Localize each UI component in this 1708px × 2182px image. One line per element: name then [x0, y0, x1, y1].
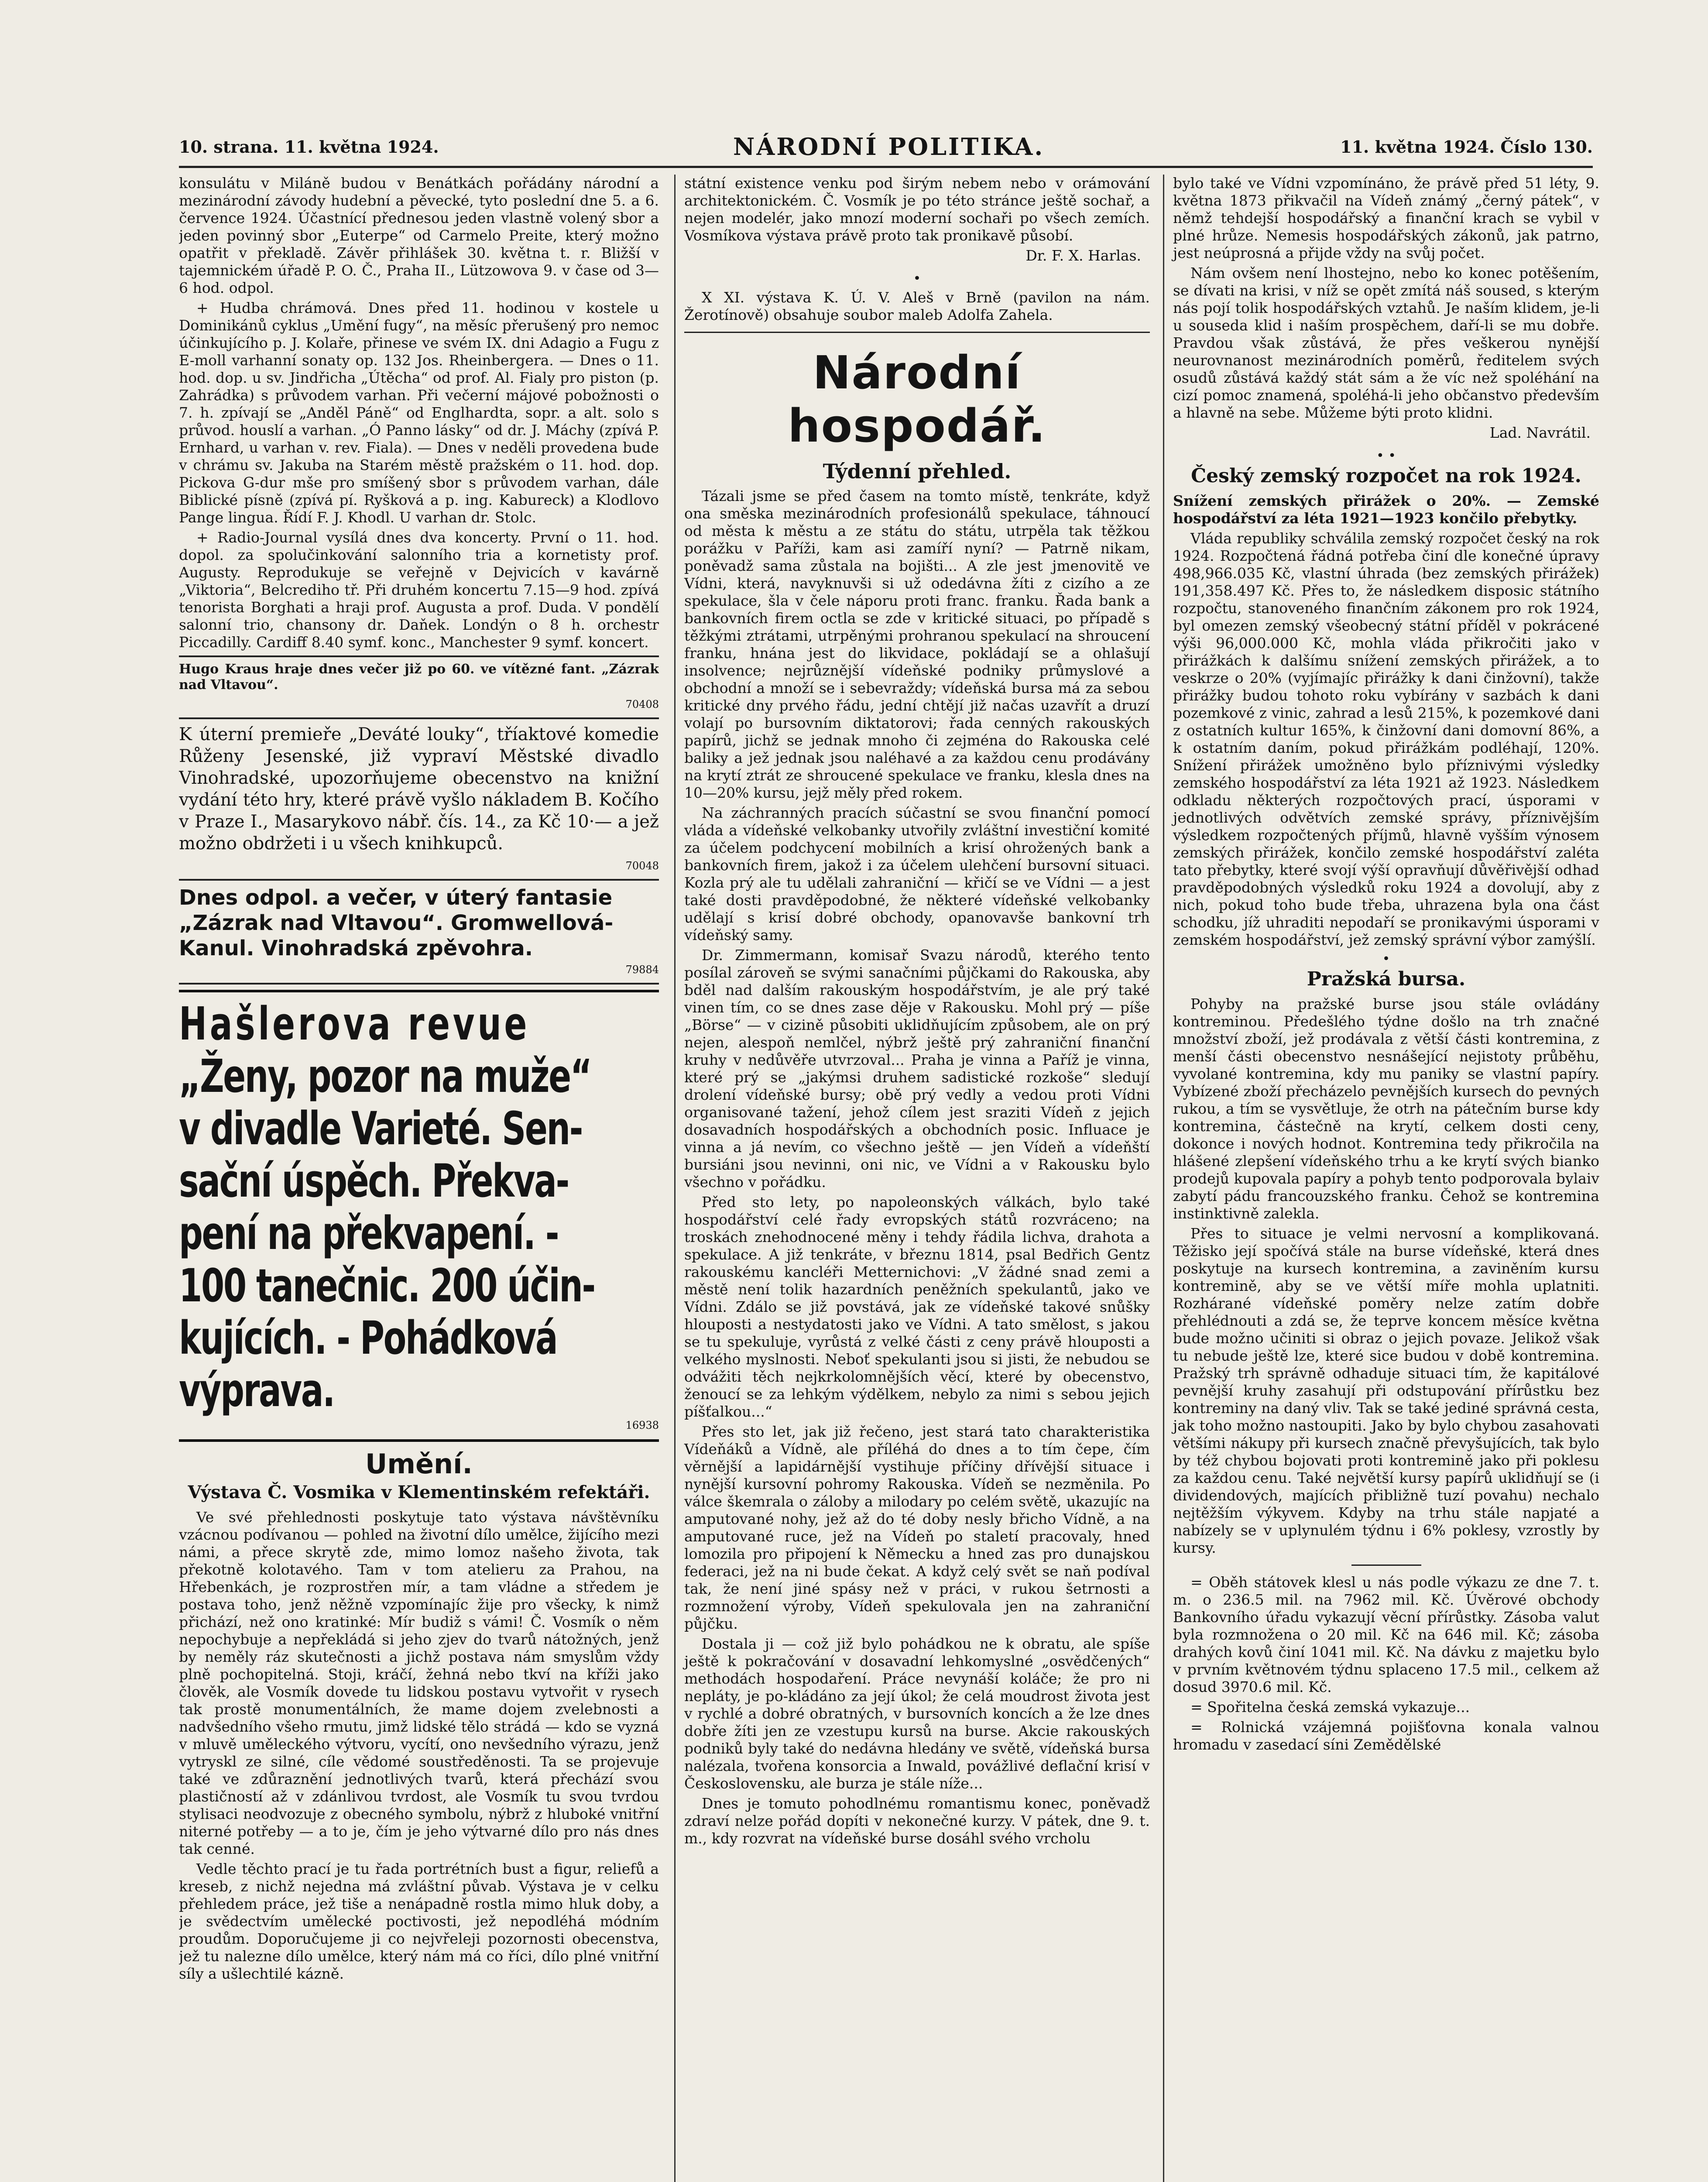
big-ad-line: sační úspěch. Překva-	[179, 1154, 569, 1208]
article-paragraph: Vedle těchto prací je tu řada portrétních bust a figur, reliefů a kreseb, z nichž nejedna má zvláštní půvab. Výstava je v celku přehledem práce, jež tiše a nenápadně rostla mimo hluk doby, a je svědectvím umělecké poctivosti, jež nepodléhá módním proudům. Doporučujeme ji co nejvřeleji pozornosti obecenstva, jež tu nalezne dílo umělce, který nám má co říci, dílo plné vnitřní síly a ušlechtilé kázně.	[179, 1860, 659, 1982]
big-ad-line: 100 tanečnic. 200 účin-	[179, 1259, 595, 1312]
divider	[684, 332, 1150, 333]
article-radio-journal: + Radio-Journal vysílá dnes dva koncerty. První o 11. hod. dopol. za spolučinkování salonního tria a kornetisty prof. Augusty. Reprodukuje se veřejně v Dejvicích v kavárně „Viktoria“, Belcrediho tř. Při druhém koncertu 7.15—9 hod. zpívá tenorista Borghati a hraji prof. Augusta a prof. Duda. V pondělí salonní trio, chansony dr. Daňek. Londýn o 8 h. orchestr Piccadilly. Cardiff 8.40 symf. konc., Manchester 9 symf. koncert.	[179, 529, 659, 651]
article-paragraph: Před sto lety, po napoleonských válkách, bylo také hospodářství celé řady evropských států rozvráceno; na troskách znehodnocené měny i tehdy řádila lichva, drahota a spekulace. A již tenkráte, v březnu 1814, psal Bedřich Gentz rakouskému kancléři Metternichovi: „V žádné snad zemi a městě není tolik hazardních peněžních spekulantů, jako ve Vídni. Zdálo se již povstává, jak ze vídeňské takové snůšky hlouposti a nestydatosti jako ve Vídni. A tato smělost, s jakou se tu spekuluje, vyrůstá z velké části z ceny právě hlouposti a velkého myslnosti. Neboť spekulanti jsou si jisti, že nebudou se odvážiti těch nejkrkolomnějších věcí, které by obecenstvo, ženoucí se za lehkým výdělkem, nebylo za nimi s sebou jejich píšťalkou...“	[684, 1194, 1150, 1420]
notice-devate-louky: K úterní premieře „Deváté louky“, tříaktové komedie Růženy Jesenské, již vypraví Městské divadlo Vinohradské, upozorňujeme obecenstvo na knižní vydání této hry, které právě vyšlo nákladem B. Kočího v Praze I., Masarykovo nábř. čís. 14., za Kč 10·— a jež možno obdržeti i u všech knihkupců.	[179, 724, 659, 854]
header-issue: 11. května 1924. Číslo 130.	[1340, 137, 1593, 157]
article-paragraph: státní existence venku pod širým nebem nebo v orámování architektonickém. Č. Vosmík je po této stránce ještě sochař, a nejen modelér, jako mnozí moderní sochaři po všech zemích. Vosmíkova výstava právě proto tak pronikavě působí.	[684, 175, 1150, 244]
column-3	[1163, 175, 1599, 2182]
article-paragraph: Přes to situace je velmi nervosní a komplikovaná. Těžisko její spočívá stále na burse vídeňské, která dnes poskytuje na kursech kontremina, a zaviněním kursu kontremině, aby se ve větší míře mohla uplatniti. Rozhárané vídeňské poměry nelze zatím dobře přehlédnouti a zdá se, že teprve koncem měsíce května bude možno učiniti si obraz o jejich povaze. Jelikož však tu nebude ještě lze, které sice budou v době kontremina. Pražský trh správně odhaduje situaci tím, že kapitálové pevnější kruhy zasahují při odstupování přírůstku bez kontreminy na daný vliv. Tak se také jediné správná cesta, jak toho možno nastoupiti. Jako by bylo chybou zasahovati většími nákupy při kursech značně převyšujících, tak bylo by též chybou bojovati proti kontremině jako při poklesu za každou cenu. Také největší kursy papírů uklidňují se (i dividendových, majících přibližně tuzí povahu) nechalo nejtěžším výkyvem. Kdyby na trhu stále napjaté a nabízely se v uplynulém týdnu i 6% poklesy, vzrostly by kursy.	[1173, 1225, 1599, 1556]
ad-zazrak-nad-vltavou	[179, 879, 659, 985]
separator-dot: •	[1382, 951, 1390, 967]
article-paragraph: Na záchranných pracích súčastní se svou finanční pomocí vláda a vídeňské velkobanky utvořily zvláštní investiční komité za účelem podchycení mobilních a krisí ohrožených bank a bankovních firem, jakož i za účelem ulehčení bursovní situaci. Kozla prý ale tu udělali zahraniční — křičí se ve Vídni — a jest také dosti pravděpodobné, že některé vídeňské velkobanky udělají s krisí dobré obchody, opanovavše bankovní trh vídeňský samy.	[684, 804, 1150, 943]
masthead-title: NÁRODNÍ POLITIKA.	[733, 133, 1045, 161]
article-paragraph: Dr. Zimmermann, komisař Svazu národů, kterého tento posílal zároveň se svými sanačními půjčkami do Rakouska, aby bděl nad dalším rakouským hospodářstvím, je ale prý také vinen tím, co se dnes zase děje v Rakousku. Mohl prý — píše „Börse“ — v cizině působiti uklidňujícím způsobem, ale on prý nejen, alespoň nemlčel, nýbrž ještě prý zahraniční finanční kruhy v nedůvěře utvrzoval... Praha je vinna a Paříž je vinna, které prý se „jakýmsi druhem sadistické rozkoše“ sledují drolení vídeňské bursy; obě prý vedly a vedou proti Vídni organisované tažení, jehož cílem jest sraziti Vídeň z jejich dosavadních hospodářských a obchodních posic. Influace je vinna a já nevím, co všechno ještě — jen Vídeň a vídeňští bursiáni jsou nevinni, oni nic, ve Vídni a v Rakousku bylo všechno v pořádku.	[684, 947, 1150, 1190]
article-paragraph: Přes sto let, jak již řečeno, jest stará tato charakteristika Vídeňáků a Vídně, ale příléhá do dnes a to tím čepe, čím věrnější a lapidárnější vystihuje příčiny dřívější situace i nynější kursovní pohromy Rakouska. Vídeň se nezměnila. Po válce škemrala o záloby a milodary po celém světě, ukazujíc na amputované nohy, jež až do té doby nesly břicho Vídně, a na amputované ruce, jež na Vídeň po staletí pracovaly, hned lomozila pro připojení k Německu a hned zas pro dunajskou federaci, jež na ni bude čekat. A když celý svět se naň podíval tak, že není jiné spásy než v práci, v rukou šetrnosti a rozmnožení výroby, Vídeň spekulovala jen na zahraniční půjčku.	[684, 1423, 1150, 1632]
article-paragraph: Vláda republiky schválila zemský rozpočet český na rok 1924. Rozpočtená řádná potřeba činí dle konečné úpravy 498,966.035 Kč, vlastní úhrada (bez zemských přirážek) 191,358.497 Kč. Přes to, že následkem disposic státního rozpočtu, stanoveného finančním zákonem pro rok 1924, byl omezen zemský všeobecný státní příděl v pokrácené výši 96,000.000 Kč, mohla vláda přikročiti jako v přirážkách k dalšímu snížení zemských přirážek, a to veskrze o 20% (vyjímajíc přirážky k dani činžovní), takže přirážky budou tohoto roku vybírány v sazbách k dani pozemkové z vinic, zahrad a lesů 215%, k pozemkové dani z ostatních kultur 165%, k činžovní dani domovní 86%, a k ostatním daním, pokud přirážkám podléhají, 120%. Snížení přirážek umožněno bylo příznivými výsledky zemského hospodářství za léta 1921 až 1923. Následkem odkladu některých rozpočtových prací, úsporami v jednotlivých odvětvích zemské správy, příznivějším výsledkem rozpočtených příjmů, hlavně vyšším výnosem zemských přirážek, končilo zemské hospodářství zaléta tato přebytky, které svojí výší opravňují důvěřivější odhad pravděpodobných výsledků roku 1924 a dovolují, aby z nich, pokud toho bude třeba, uhrazena byla ona část schodku, jíž uhraditi nepodaří se pronikavými úsporami v zemském hospodářství, jež zemský správní výbor zamýšlí.	[1173, 530, 1599, 948]
separator-dot: •	[913, 271, 921, 286]
article-headline: Pražská bursa.	[1307, 968, 1466, 990]
author-signature: Dr. F. X. Harlas.	[1025, 247, 1141, 264]
header-date-page: 10. strana. 11. května 1924.	[179, 137, 439, 157]
separator-dot: • •	[1376, 448, 1396, 463]
divider	[1351, 1564, 1421, 1566]
article-paragraph: = Spořitelna česká zemská vykazuje...	[1190, 1698, 1470, 1715]
big-ad-line: Hašlerova revue	[179, 997, 530, 1050]
article-paragraph: Nám ovšem není lhostejno, nebo ko konec potěšením, se dívati na krisi, v níž se opět zmítá náš soused, s kterým nás pojí tolik hospodářských vztahů. Je naším klidem, je-li u souseda klid i naším prospěchem, daří-li se mu dobře. Pravdou však zůstává, že přes veškerou nynější neurovnanost mezinárodních poměrů, ředitelem svých osudů zůstává každý stát sám a že víc než spoléhání na cizí pomoc znamená, spoléhá-li jeho občanstvo především a hlavně na sebe. Můžeme býti proto klidni.	[1173, 264, 1599, 421]
ad-haslerova-revue	[179, 990, 659, 1442]
notice-reference: 70048	[625, 860, 659, 872]
article-paragraph: Dnes je tomuto pohodlnému romantismu konec, poněvadž zdraví nelze pořád dopíti v nekonečné kurzy. V pátek, dne 9. t. m., kdy rozvrat na vídeňské burse dosáhl svého vrcholu	[684, 1795, 1150, 1847]
section-title-narodni-hospodar: Národní hospodář.	[788, 346, 1046, 453]
article-paragraph: bylo také ve Vídni vzpomínáno, že právě před 51 léty, 9. května 1873 přikvačil na Vídeň známý „černý pátek“, v němž tehdejší hospodářský a finanční krach se vybil v plné hrůze. Nemesis hospodářských zákonů, jak patrno, jest neúprosná a přijde vždy na svůj počet.	[1173, 175, 1599, 261]
ad-hugo-kraus	[179, 655, 659, 719]
article-headline: Výstava Č. Vosmika v Klementinském refektáři.	[188, 1482, 650, 1503]
ad-text: Hugo Kraus hraje dnes večer již po 60. ve vítězné fant. „Zázrak nad Vltavou“.	[179, 662, 659, 693]
article-subheadline: Snížení zemských přirážek o 20%. — Zemské hospodářství za léta 1921—1923 končilo přebytky.	[1173, 492, 1599, 527]
article-paragraph: konsulátu v Miláně budou v Benátkách pořádány národní a mezinárodní závody hudební a pěvecké, tyto poslední dne 5. a 6. července 1924. Účastnící přednesou jeden vlastně volený sbor a jeden povinný sbor „Euterpe“ od Carmelo Preite, který možno opatřit v překladě. Závěr přihlášek 30. května t. r. Bližší v tajemnickém úřadě P. O. Č., Praha II., Lützowova 9. v čase od 3—6 hod. odpol.	[179, 175, 659, 296]
ad-line: Dnes odpol. a večer, v úterý fantasie	[179, 885, 613, 910]
column-1	[179, 175, 659, 2182]
big-ad-line: výprava.	[179, 1364, 334, 1417]
ad-reference: 16938	[625, 1419, 659, 1431]
ad-line: „Zázrak nad Vltavou“. Gromwellová-	[179, 911, 614, 935]
section-title-umeni: Umění.	[365, 1448, 473, 1480]
article-paragraph: = Rolnická vzájemná pojišťovna konala valnou hromadu v zasedací síni Zemědělské	[1173, 1719, 1599, 1753]
article-headline: Český zemský rozpočet na rok 1924.	[1191, 465, 1581, 487]
ad-reference: 70408	[625, 698, 659, 710]
ad-line: Kanul. Vinohradská zpěvohra.	[179, 936, 533, 961]
big-ad-line: v divadle Varieté. Sen-	[179, 1102, 583, 1155]
article-paragraph: Dostala ji — což již bylo pohádkou ne k obratu, ale spíše ještě k pokračování v dosavadní lehkomyslné „osvědčených“ methodách hospodaření. Práce nevynáší koláče; že pro ni nepláty, je po-kládáno za její úkol; že celá moudrost života jest v rychlé a dobré obratných, v bursovních koncích a že lze dnes dobře žíti jen ze vzestupu kursů na burse. Akcie rakouských podniků byly také do nedávna hledány ve světě, vídeňská bursa nalézala, tvořena konsorcia a Inwald, povážlivé deflační krisí v Československu, ale burza je stále níže...	[684, 1635, 1150, 1792]
article-paragraph: = Oběh státovek klesl u nás podle výkazu ze dne 7. t. m. o 236.5 mil. na 7962 mil. Kč. Úvěrové obchody Bankovního úřadu vykazují věcní přírůstky. Zásoba valut byla rozmnožena o 20 mil. Kč na 646 mil. Kč; zásoba drahých kovů činí 1041 mil. Kč. Na dávku z majetku bylo v prvním květnovém týdnu splaceno 17.5 mil., celkem až dosud 3970.6 mil. Kč.	[1173, 1574, 1599, 1695]
big-ad-line: pení na překvapení. -	[179, 1207, 559, 1260]
notice-vystava-ales: X XI. výstava K. Ú. V. Aleš v Brně (pavilon na nám. Žerotínově) obsahuje soubor maleb Adolfa Zahela.	[684, 289, 1150, 323]
big-ad-line: kujících. - Pohádková	[179, 1311, 557, 1365]
author-signature: Lad. Navrátil.	[1489, 424, 1591, 441]
big-ad-line: „Ženy, pozor na muže“	[179, 1050, 591, 1103]
article-headline: Týdenní přehled.	[823, 460, 1012, 483]
article-hudba-chramova: + Hudba chrámová. Dnes před 11. hodinou v kostele u Dominikánů cyklus „Umění fugy“, na měsíc přerušený pro nemoc účinkujícího p. J. Kolaře, přinese ve svém IX. dni Adagio a Fugu z E-moll varhanní sonaty op. 132 Jos. Rheinbergera. — Dnes o 11. hod. dop. u sv. Jindřicha „Útěcha“ od prof. Al. Fialy pro piston (p. Zahrádka) s průvodem varhan. Při večerní májové pobožnosti o 7. h. zpívají se „Anděl Páně“ od Englhardta, sopr. a alt. solo s průvod. houslí a varhan. „Ó Panno lásky“ od dr. J. Máchy (zpívá P. Ernhard, u varhan v. rev. Fiala). — Dnes v neděli provedena bude v chrámu sv. Jakuba na Starém městě pražském o 11. hod. dop. Pickova G-dur mše pro smíšený sbor s průvodem varhan, dále Biblické písně (zpívá pí. Ryšková a p. ing. Kabureck) a Klodlovo Pange lingua. Řídí F. J. Khodl. U varhan dr. Stolc.	[179, 299, 659, 526]
article-paragraph: Pohyby na pražské burse jsou stále ovládány kontreminou. Předešlého týdne došlo na trh značné množství zboží, jež prodávala z větší části kontremina, z menší části obecenstvo nesnášející nejistoty průběhu, vyvolané kontremina, kdy mu paniky se vlastní papíry. Vybízené zboží přecházelo pevnějších kursech do pevných rukou, a tím se vysvětluje, že otrh na pátečním burse kdy kontremina, částečně na krytí, celkem dosti ceny, dokonce i nových hodnot. Kontremina tedy přikročila na hlášené zlepšení vídeňského trhu a ke krytí svých bianko prodejů kupovala papíry a pohyb tento podporovala bylaiv zabytí pádu francouzského franku. Čehož se kontremina instinktivně zalekla.	[1173, 995, 1599, 1222]
column-2	[674, 175, 1150, 2182]
article-paragraph: Ve své přehlednosti poskytuje tato výstava návštěvníku vzácnou podívanou — pohled na životní dílo umělce, žijícího mezi námi, a přece skrytě zde, mimo lomoz našeho života, tak překotně kolotavého. Tam v tom atelieru za Prahou, na Hřebenkách, je rozprostřen mír, a tam vládne a středem je postava toho, jenž něžně vzpomínajíc žije pro všecky, k nimž přichází, než ono kratinké: Mír budiž s vámi! Č. Vosmík o něm nepochybuje a nepřekládá si jeho zjev do tvarů nátožných, jenž by neměly ráz skutečnosti a jichž postava nám smyslům vždy plně pochopitelná. Stoji, kráčí, žehná nebo tkví na kříži jako člověk, ale Vosmík dovede tu lidskou postavu vytvořit v rysech tak prostě monumentálních, že mame dojem zvelebnosti a nadvšedního všeho rmutu, jimž lidské tělo strádá — kdo se vyzná v mluvě uměleckého výtvoru, vycítí, ono nevšedního výrazu, jenž vytryskl ze silné, cíle vědomé soustředěnosti. Ta se projevuje také ve zdůraznění jednotlivých tvarů, která přechází svou plastičností až v zdánlivou tvrdost, ale Vosmík tu svou tvrdou stylisaci neodvozuje z obecného symbolu, nýbrž z hluboké vnitřní niterné potřeby — a to je, čím je jeho výtvarné dílo pro nás dnes tak cenné.	[179, 1509, 659, 1857]
page-header	[179, 131, 1593, 168]
ad-reference: 79884	[625, 964, 659, 976]
article-paragraph: Tázali jsme se před časem na tomto místě, tenkráte, když ona směska mezinárodních profesionálů spekulace, táhnoucí od města k městu a ze státu do státu, utrpěla tak těžkou porážku v Paříži, kam asi zamíří nyní? — Patrně nikam, poněvadž sama zůstala na bojišti... A zle jest jmenovitě ve Vídni, která, navyknuvši si už odedávna žíti z cizího a ze spekulace, šla v čele náporu proti franc. franku. Řada bank a bankovních firem octla se zde v kritické situaci, po případě s těžkými ztrátami, utrpěnými prohranou spekulací na shroucení franku, hnána jest do likvidace, pokládají se a ohlašují insolvence; nejrůznější vídeňské podniky průmyslové a obchodní a množí se i sebevraždy; vídeňská bursa má za sebou kritické dny prvého řádu, jední chtějí již načas uzavřít a druzí volají po bursovním diktatorovi; řada cenných rakouských papírů, jichž se jednak mnoho či zejména do Rakouska celé baliky a jež jednak jsou naléhavé a za každou cenu prodávány na krytí ztrát ze shroucené spekulace ve franku, klesla dnes na 10—20% kursu, jejž měly před rokem.	[684, 487, 1150, 801]
